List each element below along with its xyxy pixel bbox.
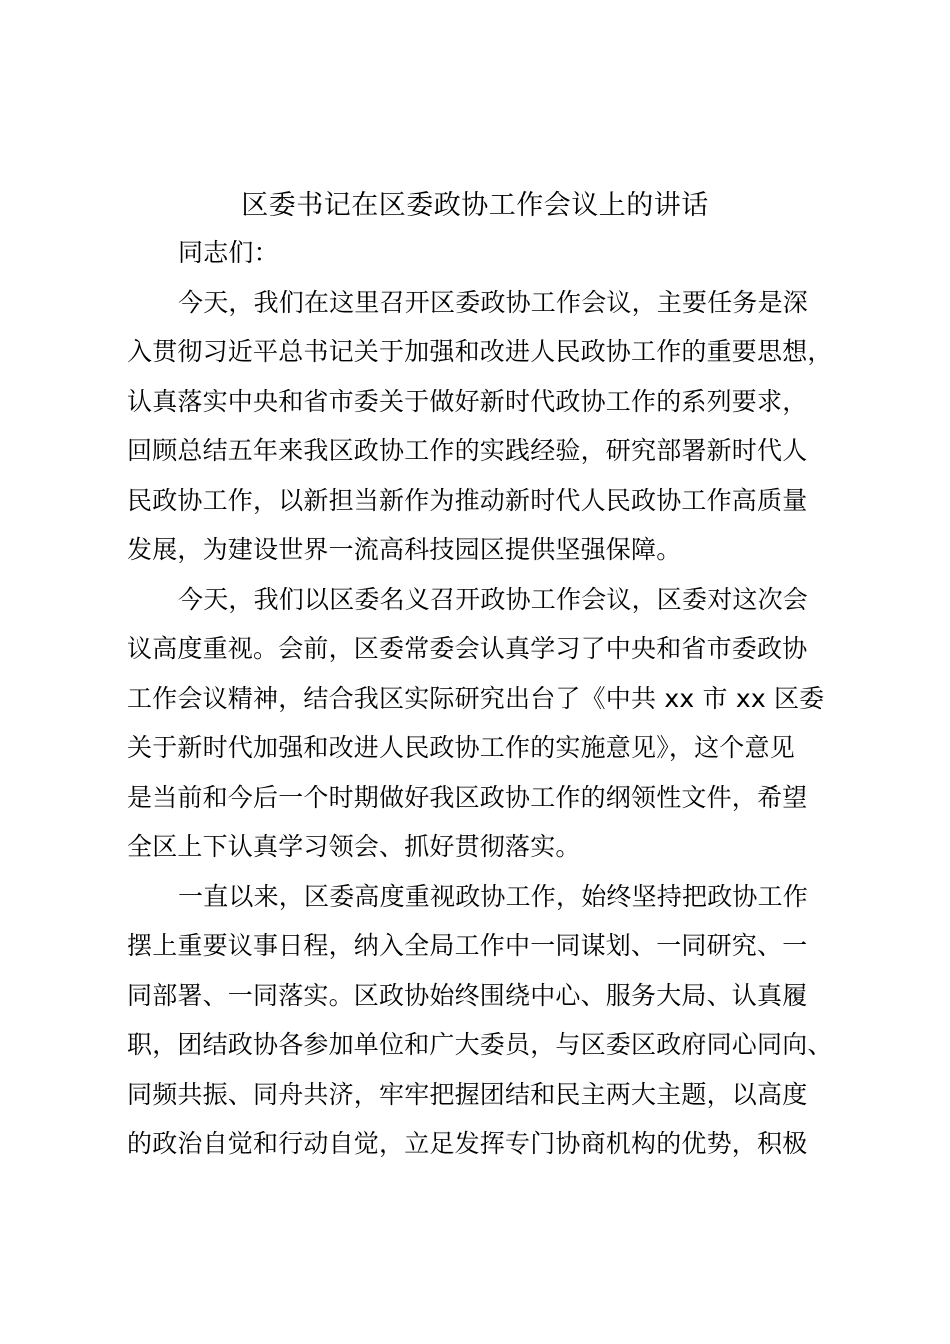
paragraph-line: 认真落实中央和省市委关于做好新时代政协工作的系列要求， bbox=[127, 387, 808, 416]
paragraph-line: 民政协工作，以新担当新作为推动新时代人民政协工作高质量 bbox=[127, 486, 808, 515]
paragraph-line: 回顾总结五年来我区政协工作的实践经验，研究部署新时代人 bbox=[127, 436, 808, 465]
paragraph-line: 全区上下认真学习领会、抓好贯彻落实。 bbox=[127, 832, 581, 861]
document-title: 区委书记在区委政协工作会议上的讲话 bbox=[241, 190, 709, 221]
paragraph-line: 今天，我们以区委名义召开政协工作会议，区委对这次会 bbox=[178, 585, 809, 614]
paragraph-line: 关于新时代加强和改进人民政协工作的实施意见》，这个意见 bbox=[127, 733, 795, 762]
paragraph-line: 摆上重要议事日程，纳入全局工作中一同谋划、一同研究、一 bbox=[127, 931, 808, 960]
paragraph-line: 工作会议精神，结合我区实际研究出台了《中共 xx 市 xx 区委 bbox=[127, 684, 825, 713]
paragraph-line: 是当前和今后一个时期做好我区政协工作的纲领性文件，希望 bbox=[127, 783, 808, 812]
paragraph-line: 今天，我们在这里召开区委政协工作会议，主要任务是深 bbox=[178, 288, 809, 317]
paragraph-line: 同部署、一同落实。区政协始终围绕中心、服务大局、认真履 bbox=[127, 981, 808, 1010]
paragraph-line: 的政治自觉和行动自觉，立足发挥专门协商机构的优势，积极 bbox=[127, 1129, 808, 1158]
paragraph-line: 职，团结政协各参加单位和广大委员，与区委区政府同心同向、 bbox=[127, 1030, 833, 1059]
paragraph-line: 入贯彻习近平总书记关于加强和改进人民政协工作的重要思想， bbox=[127, 337, 833, 366]
paragraph-line: 发展，为建设世界一流高科技园区提供坚强保障。 bbox=[127, 535, 682, 564]
paragraph-line: 议高度重视。会前，区委常委会认真学习了中央和省市委政协 bbox=[127, 634, 808, 663]
paragraph-line: 同频共振、同舟共济，牢牢把握团结和民主两大主题，以高度 bbox=[127, 1080, 808, 1109]
paragraph-line: 一直以来，区委高度重视政协工作，始终坚持把政协工作 bbox=[178, 882, 809, 911]
salutation: 同志们： bbox=[178, 238, 279, 267]
